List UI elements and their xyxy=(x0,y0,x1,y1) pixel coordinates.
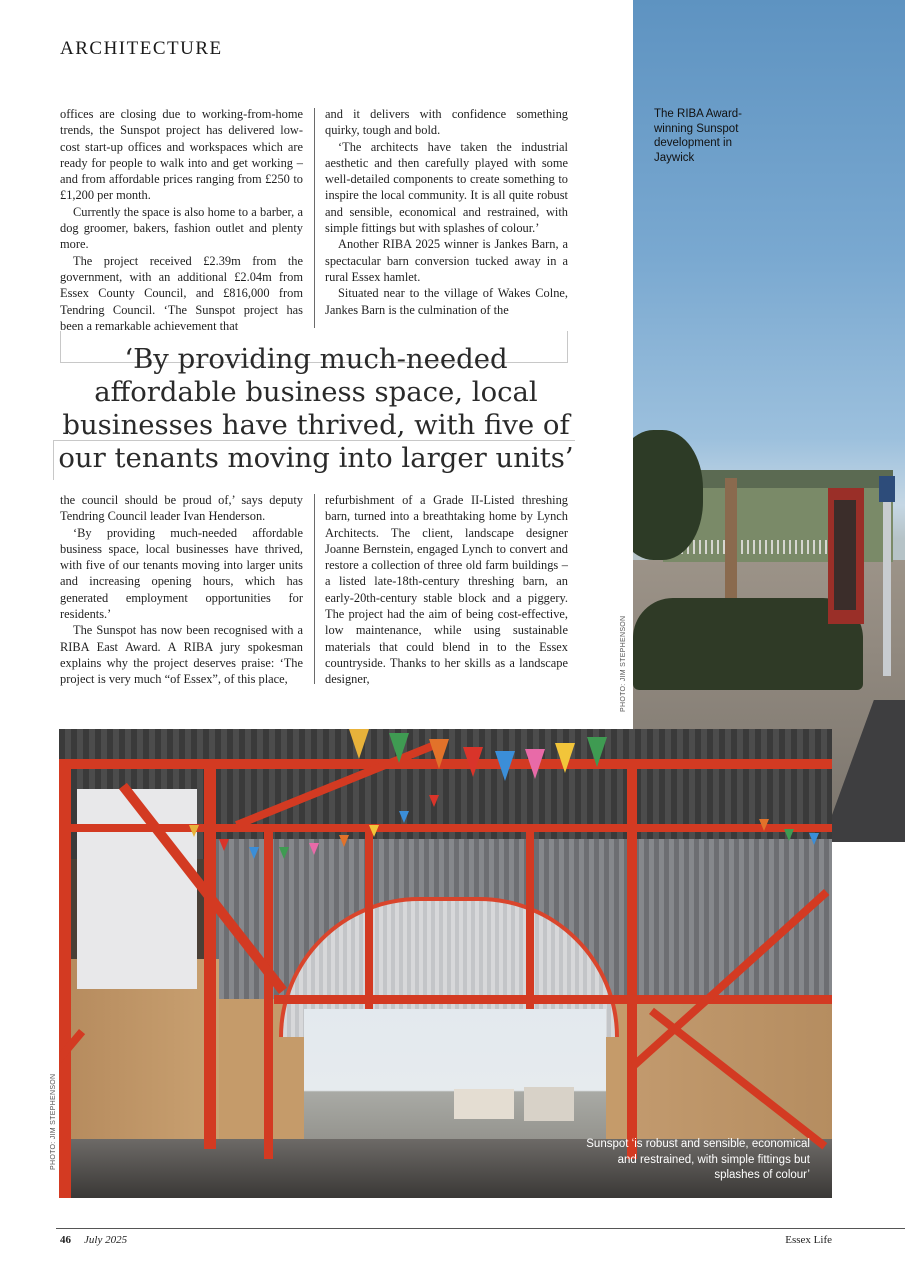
pull-quote-line: ‘By providing much-needed xyxy=(124,343,508,375)
paragraph: The project received £2.39m from the government, with an additional £2.04m from Essex County Council, and £816,000 from Tendring Council. ‘The Sunspot project has been a remarkable achievement that xyxy=(60,253,303,333)
photo-left-window xyxy=(77,789,197,989)
bunting-flag xyxy=(249,847,259,859)
sunspot-interior-photo xyxy=(59,729,832,1198)
bunting-flag xyxy=(759,819,769,831)
photo-post xyxy=(725,478,737,608)
bunting-flag xyxy=(809,833,819,845)
article-column-top-right xyxy=(325,106,568,318)
photo-sign xyxy=(828,488,864,624)
issue-date: July 2025 xyxy=(84,1234,128,1246)
article-column-bottom-left xyxy=(60,492,303,688)
steel-column xyxy=(627,769,637,1159)
paragraph: refurbishment of a Grade II-Listed threshing barn, turned into a breathtaking home by Lynch Architects. The client, landscape designer Joanne Bernstein, engaged Lynch to convert and restore a collection of three old farm buildings – a listed late-18th-century threshing barn, an early-20th-century stable block and a piggery. The project had the aim of being cost-effective, low maintenance, while using sustainable materials that could blend in to the Essex countryside. Thanks to her skills as a landscape designer, xyxy=(325,493,568,687)
article-column-top-left xyxy=(60,106,303,334)
pull-quote-line: affordable business space, local xyxy=(94,376,538,408)
bunting-flag xyxy=(429,739,449,769)
column-divider xyxy=(314,108,315,328)
footer-rule xyxy=(56,1228,905,1229)
photo-credit: PHOTO: JIM STEPHENSON xyxy=(50,1073,57,1170)
steel-column xyxy=(204,769,216,1149)
photo-pole xyxy=(883,476,891,676)
bunting-flag xyxy=(279,847,289,859)
bunting-flag xyxy=(784,829,794,841)
bunting-flag xyxy=(349,729,369,759)
column-divider xyxy=(314,494,315,684)
paragraph: ‘The architects have taken the industrial aesthetic and then carefully played with some well-detailed components to create something to inspire the local community. It is all quite robust and sensible, economical and restrained, with simple fittings but with splashes of colour.’ xyxy=(325,139,568,236)
paragraph: the council should be proud of,’ says deputy Tendring Council leader Ivan Henderson. xyxy=(60,493,303,524)
paragraph: Situated near to the village of Wakes Colne, Jankes Barn is the culmination of the xyxy=(325,286,568,317)
bunting-flag xyxy=(309,843,319,855)
paragraph: Currently the space is also home to a barber, a dog groomer, bakers, fashion outlet and plenty more. xyxy=(60,204,303,252)
steel-column xyxy=(264,829,273,1159)
bunting-flag xyxy=(219,839,229,851)
section-title: ARCHITECTURE xyxy=(60,38,223,59)
sunspot-exterior-photo xyxy=(633,0,905,842)
pull-quote-line: businesses have thrived, with five of xyxy=(62,409,570,441)
bunting-flag xyxy=(389,733,409,763)
paragraph: offices are closing due to working-from-home trends, the Sunspot project has delivered low-cost start-up offices and workspaces which are ready for people to walk into and get working – and from affordable prices ranging from £250 to £1,200 per month. xyxy=(60,107,303,203)
photo-tree xyxy=(633,430,703,560)
bunting-flag xyxy=(429,795,439,807)
bunting-flag xyxy=(463,747,483,777)
publication-name: Essex Life xyxy=(785,1234,832,1246)
paragraph: ‘By providing much-needed affordable business space, local businesses have thrived, with five of our tenants moving into larger units and increasing opening hours, which has generated employment opportunities for residents.’ xyxy=(60,525,303,622)
bunting-flag xyxy=(339,835,349,847)
steel-column xyxy=(365,829,373,1009)
pull-quote xyxy=(56,343,576,475)
photo-caption: The RIBA Award-winning Sunspot development in Jaywick xyxy=(654,108,742,164)
photo-doorway-view xyxy=(304,1009,606,1157)
photo-house xyxy=(454,1089,514,1119)
steel-column xyxy=(526,829,534,1009)
bunting-flag xyxy=(189,825,199,837)
photo-house xyxy=(524,1087,574,1121)
photo-caption: Sunspot ‘is robust and sensible, economical and restrained, with simple fittings but splashes of colour’ xyxy=(586,1138,810,1181)
bunting-flag xyxy=(525,749,545,779)
bunting-flag xyxy=(555,743,575,773)
paragraph: Another RIBA 2025 winner is Jankes Barn, a spectacular barn conversion tucked away in a rural Essex hamlet. xyxy=(325,237,568,284)
bunting-flag xyxy=(399,811,409,823)
paragraph: and it delivers with confidence something quirky, tough and bold. xyxy=(325,107,568,138)
paragraph: The Sunspot has now been recognised with a RIBA East Award. A RIBA jury spokesman explains why the project deserves praise: ‘The project is very much “of Essex”, of this place, xyxy=(60,623,303,687)
article-column-bottom-right xyxy=(325,492,568,688)
page-number: 46 xyxy=(60,1234,71,1246)
steel-beam xyxy=(59,824,832,832)
photo-credit: PHOTO: JIM STEPHENSON xyxy=(620,615,627,712)
pull-quote-line: our tenants moving into larger units’ xyxy=(58,442,574,474)
bunting-flag xyxy=(495,751,515,781)
steel-beam xyxy=(274,995,832,1004)
steel-column xyxy=(59,769,71,1198)
bunting-flag xyxy=(369,825,379,837)
bunting-flag xyxy=(587,737,607,767)
